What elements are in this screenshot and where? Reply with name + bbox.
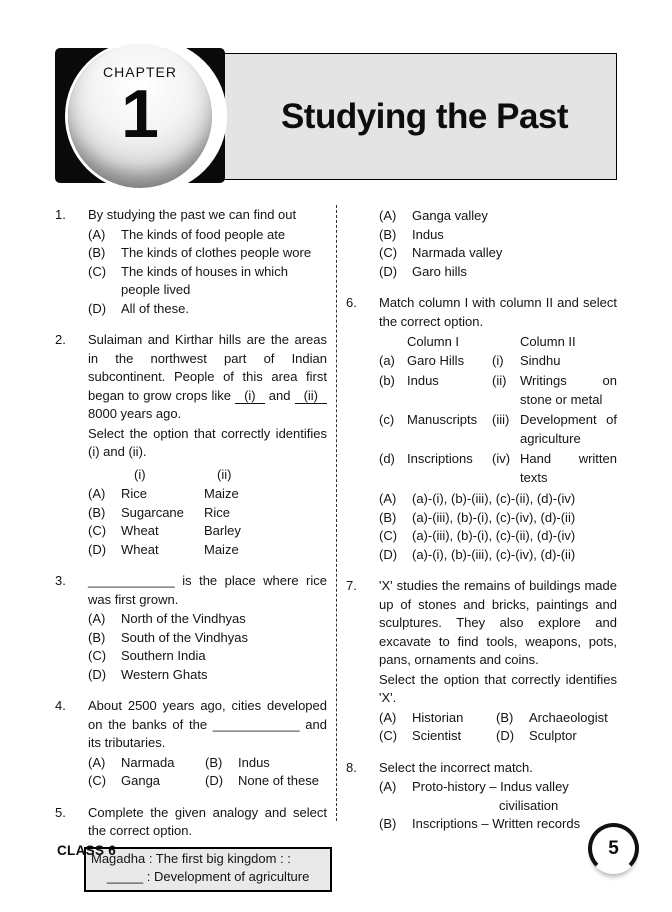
questions-column-right [346, 206, 617, 847]
option-label: (A) [379, 208, 397, 223]
option-text: Scientist [412, 728, 462, 743]
option-label: (C) [88, 523, 107, 538]
option-row [88, 226, 327, 245]
option-text: The kinds of clothes people wore [121, 245, 312, 260]
question-number: 6. [346, 295, 357, 310]
analogy-box [84, 847, 332, 892]
page-number: 5 [608, 837, 619, 859]
option-label: (B) [88, 245, 106, 260]
question-body [379, 294, 617, 564]
question-stem: Select the incorrect match. [379, 759, 533, 775]
options-subcolumn-headers [88, 466, 327, 485]
question-stem: Sulaiman and Kirthar hills are the areas in the northwest part of Indian subcontinent. People of this area first began to grow crops like (i) and (ii) 8000 years ago. [88, 332, 327, 421]
option-text: Inscriptions – Written records [412, 816, 581, 831]
column-divider [336, 205, 337, 821]
option-text: Narmada [121, 754, 175, 770]
page-number-badge [588, 823, 639, 874]
match-right-text: Hand written texts [520, 451, 617, 485]
option-row [379, 509, 617, 528]
option-text: Sculptor [529, 728, 577, 743]
option-label: (C) [379, 728, 398, 743]
option-label: (A) [88, 226, 106, 242]
match-left-text: Indus [407, 373, 439, 388]
question-number: 8. [346, 759, 357, 775]
match-left-text: Garo Hills [407, 352, 465, 368]
option-text: The kinds of houses in which people lived [121, 263, 288, 297]
match-right-label: (iii) [492, 412, 510, 427]
spacer [379, 333, 407, 352]
option-row [88, 772, 327, 791]
question-number: 1. [55, 207, 66, 222]
option-label: (B) [88, 504, 106, 520]
question-body [379, 206, 617, 281]
chapter-title: Studying the Past [280, 96, 569, 136]
option-text: Western Ghats [121, 666, 208, 682]
option-row [88, 754, 327, 773]
option-label: (A) [88, 611, 106, 626]
analogy-box-line: _____ : Development of agriculture [107, 869, 310, 884]
option-row [379, 815, 617, 834]
option-text: Indus [412, 226, 444, 242]
match-left-text: Inscriptions [407, 451, 473, 466]
option-text: Southern India [121, 648, 206, 663]
option-label: (C) [379, 528, 398, 543]
match-table-row [379, 352, 617, 371]
option-row [88, 263, 327, 300]
option-label: (D) [379, 263, 398, 279]
option-label: (B) [379, 226, 397, 242]
match-table-row [379, 372, 617, 409]
option-text: All of these. [121, 300, 189, 316]
option-label: (B) [379, 816, 397, 831]
option-label: (B) [379, 509, 397, 525]
option-text-col-i: Wheat [121, 523, 159, 538]
spacer [88, 466, 121, 485]
option-row [88, 610, 327, 629]
options-list [379, 490, 617, 564]
option-row [88, 666, 327, 685]
question-stem: ____________ is the place where rice was first grown. [88, 573, 327, 607]
option-text-col-ii: Rice [204, 504, 231, 520]
match-column1-header: Column I [407, 334, 460, 349]
match-right-text: Development of agriculture [520, 412, 617, 446]
option-label: (D) [379, 546, 398, 562]
option-row [379, 490, 617, 509]
option-row [88, 647, 327, 666]
option-label: (D) [88, 300, 107, 316]
match-right-text: Writings on stone or metal [520, 373, 617, 407]
question-body [379, 759, 617, 834]
match-right-label: (ii) [492, 373, 507, 388]
option-row [88, 244, 327, 263]
option-row [379, 226, 617, 245]
match-left-text: Manuscripts [407, 412, 478, 427]
question-body [379, 577, 617, 746]
options-list [88, 485, 327, 559]
question-body [88, 572, 327, 684]
option-text [412, 778, 617, 815]
option-text: Narmada valley [412, 245, 503, 260]
option-label: (C) [88, 773, 107, 788]
match-left-label: (d) [379, 451, 395, 466]
question-number: 4. [55, 698, 66, 713]
option-row [88, 629, 327, 648]
option-label: (A) [379, 709, 397, 725]
option-text: Ganga valley [412, 208, 488, 223]
options-list [88, 226, 327, 319]
option-text: Archaeologist [529, 709, 608, 725]
questions-column-left [55, 206, 327, 905]
option-label: (A) [88, 754, 106, 770]
question-body [88, 804, 327, 892]
option-text: Ganga [121, 773, 161, 788]
options-list [88, 610, 327, 684]
options-list [88, 754, 327, 791]
option-text-line: Proto-history – Indus valley [412, 779, 569, 794]
option-text: Indus [238, 754, 270, 770]
option-text: (a)-(i), (b)-(iii), (c)-(iv), (d)-(ii) [412, 546, 576, 562]
question-options-continued [346, 206, 617, 281]
option-row [379, 778, 617, 815]
match-column2-header: Column II [520, 334, 576, 349]
blank-underline: (i) [235, 388, 265, 404]
match-left-label: (a) [379, 352, 395, 368]
question-stem: By studying the past we can find out [88, 207, 297, 222]
question-number [346, 206, 379, 281]
option-row [379, 263, 617, 282]
option-row [88, 541, 327, 560]
option-label: (C) [88, 263, 107, 279]
question-stem: Complete the given analogy and select the correct option. [88, 804, 327, 838]
question-body [88, 697, 327, 791]
option-text: Historian [412, 709, 464, 725]
option-row [88, 485, 327, 504]
option-text: North of the Vindhyas [121, 611, 246, 626]
options-list [379, 778, 617, 834]
option-text-col-i: Sugarcane [121, 504, 184, 520]
match-right-label: (i) [492, 352, 504, 368]
question-number: 2. [55, 332, 66, 347]
option-row [379, 727, 617, 746]
option-label: (A) [379, 779, 397, 794]
option-text: South of the Vindhyas [121, 629, 248, 645]
option-row [379, 244, 617, 263]
question-block [55, 206, 327, 318]
option-label: (C) [88, 648, 107, 663]
option-label: (D) [88, 541, 107, 557]
question-number: 5. [55, 804, 66, 820]
option-label: (B) [496, 709, 514, 725]
question-block [55, 697, 327, 791]
spacer [492, 333, 520, 352]
option-row [88, 504, 327, 523]
question-block [346, 759, 617, 834]
question-block [346, 294, 617, 564]
option-text-line: civilisation [499, 797, 559, 813]
chapter-label: CHAPTER [103, 64, 177, 80]
option-label: (B) [205, 754, 223, 770]
option-text-col-i: Wheat [121, 541, 159, 557]
class-label: CLASS 6 [57, 843, 117, 858]
option-label: (B) [88, 629, 106, 645]
option-text-col-ii: Maize [204, 541, 239, 557]
question-stem: Select the option that correctly identifies 'X'. [379, 671, 617, 705]
options-list [379, 709, 617, 746]
option-text: (a)-(iii), (b)-(i), (c)-(ii), (d)-(iv) [412, 528, 576, 543]
question-stem: Select the option that correctly identifies (i) and (ii). [88, 425, 327, 459]
option-text: (a)-(i), (b)-(iii), (c)-(ii), (d)-(iv) [412, 491, 576, 506]
option-row [88, 300, 327, 319]
option-text: None of these [238, 773, 319, 788]
question-stem: 'X' studies the remains of buildings made up of stones and bricks, paintings and sculptures. They also explore and excavate to find tools, weapons, pots, pans, ornaments and coins. [379, 578, 617, 667]
chapter-badge-circle [68, 44, 212, 188]
chapter-number: 1 [121, 76, 159, 152]
question-block [55, 572, 327, 684]
option-label: (D) [88, 666, 107, 682]
option-label: (D) [205, 773, 224, 788]
option-label: (A) [88, 486, 106, 501]
match-table-row [379, 450, 617, 487]
match-right-text: Sindhu [520, 352, 561, 368]
match-table-headers [379, 333, 617, 352]
analogy-box-line: Magadha : The first big kingdom : : [91, 850, 291, 866]
option-text: (a)-(iii), (b)-(i), (c)-(iv), (d)-(ii) [412, 509, 576, 525]
option-row [379, 709, 617, 728]
question-stem: About 2500 years ago, cities developed on the banks of the ____________ and its tributaries. [88, 698, 327, 750]
question-body [88, 331, 327, 559]
match-table-row [379, 411, 617, 448]
option-row [379, 527, 617, 546]
option-row [379, 546, 617, 565]
option-label: (A) [379, 491, 397, 506]
option-row [379, 207, 617, 226]
question-block [346, 577, 617, 746]
match-left-label: (c) [379, 412, 395, 427]
match-left-label: (b) [379, 373, 395, 388]
option-label: (C) [379, 245, 398, 260]
question-stem: Match column I with column II and select the correct option. [379, 295, 617, 329]
option-label: (D) [496, 728, 515, 743]
question-block [55, 331, 327, 559]
match-table [379, 333, 617, 487]
option-text-col-i: Rice [121, 486, 148, 501]
option-text-col-ii: Maize [204, 486, 239, 501]
options-list [379, 207, 617, 281]
question-number: 3. [55, 573, 66, 588]
blank-underline: (ii) [295, 388, 327, 404]
subcolumn-header-i: (i) [134, 466, 146, 482]
option-text: The kinds of food people ate [121, 226, 286, 242]
subcolumn-header-ii: (ii) [217, 466, 232, 482]
match-right-label: (iv) [492, 451, 511, 466]
option-text-col-ii: Barley [204, 523, 241, 538]
option-text: Garo hills [412, 263, 467, 279]
question-number: 7. [346, 578, 357, 593]
option-row [88, 522, 327, 541]
question-body [88, 206, 327, 318]
